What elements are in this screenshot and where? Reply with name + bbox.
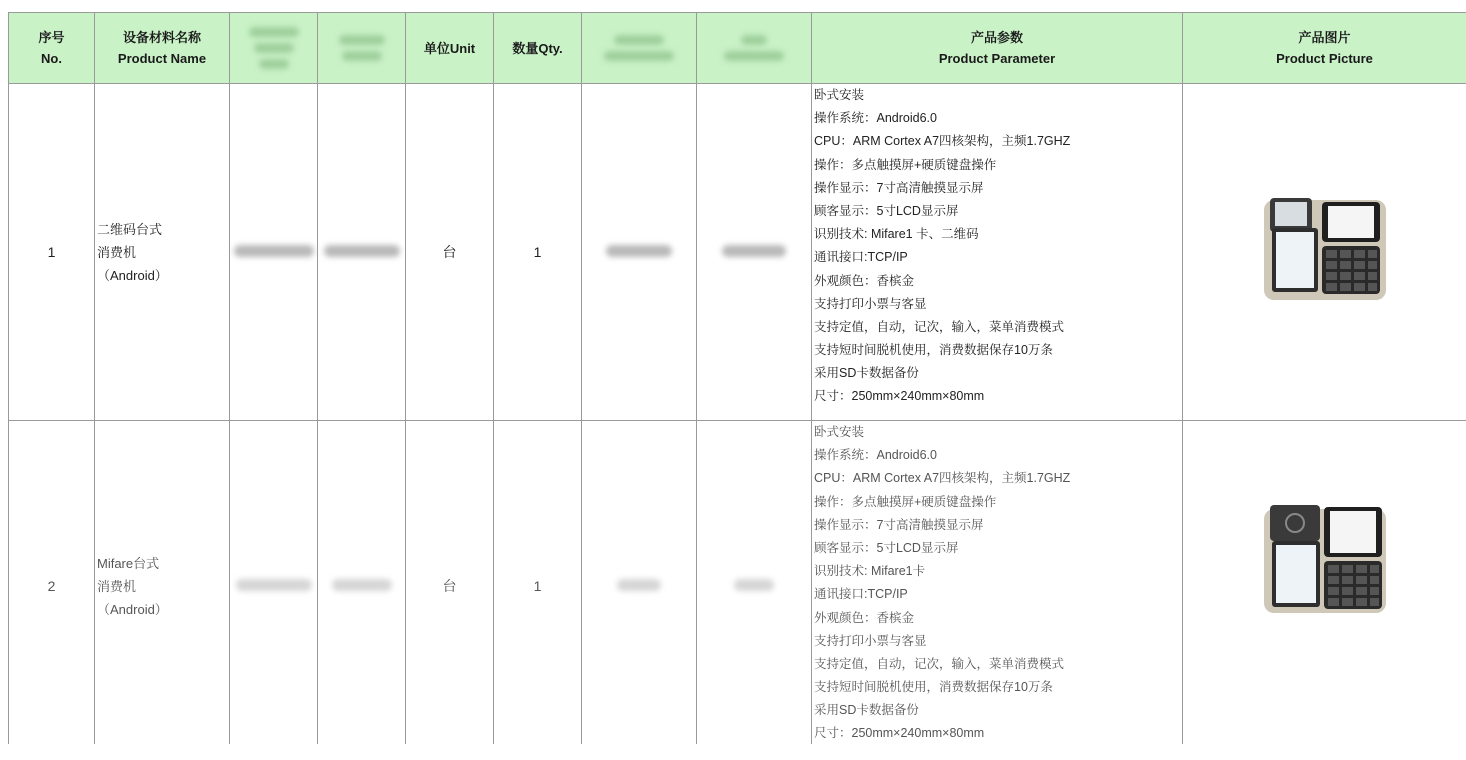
redacted-cell <box>318 421 406 745</box>
redacted-cell <box>230 84 318 421</box>
header-product-parameter: 产品参数 Product Parameter <box>812 13 1183 84</box>
product-parameters: 卧式安装 操作系统：Android6.0 CPU：ARM Cortex A7四核架构，主频1.7GHZ 操作：多点触摸屏+硬质键盘操作 操作显示：7寸高清触摸显示屏 顾客显示：5寸LCD显示屏 识别技术: Mifare1卡 通讯接口:TCP/IP 外观颜色：香槟金 支持打印小票与客显 支持定值，自动，记次，输入，菜单消费模式 支持短时间脱机使用，消费数据保存10万条 采用SD卡数据备份 尺寸：250mm×240mm×80mm <box>812 421 1183 745</box>
product-picture <box>1183 421 1466 745</box>
row-number: 1 <box>9 84 95 421</box>
table-row <box>9 84 1466 421</box>
redacted-cell <box>697 421 812 745</box>
header-redacted-1 <box>230 13 318 84</box>
header-qty: 数量Qty. <box>494 13 582 84</box>
unit-cell: 台 <box>406 84 494 421</box>
redacted-cell <box>697 84 812 421</box>
header-product-name: 设备材料名称 Product Name <box>95 13 230 84</box>
table-row <box>9 421 1466 745</box>
payment-terminal-image <box>1260 501 1390 621</box>
unit-cell: 台 <box>406 421 494 745</box>
product-table-sheet <box>8 12 1466 744</box>
product-parameters: 卧式安装 操作系统：Android6.0 CPU：ARM Cortex A7四核架构，主频1.7GHZ 操作：多点触摸屏+硬质键盘操作 操作显示：7寸高清触摸显示屏 顾客显示：5寸LCD显示屏 识别技术: Mifare1 卡、二维码 通讯接口:TCP/IP 外观颜色：香槟金 支持打印小票与客显 支持定值，自动，记次，输入，菜单消费模式 支持短时间脱机使用，消费数据保存10万条 采用SD卡数据备份 尺寸：250mm×240mm×80mm <box>812 84 1183 421</box>
product-name: 二维码台式 消费机 （Android） <box>95 84 230 421</box>
redacted-cell <box>582 84 697 421</box>
product-table <box>8 12 1466 744</box>
qty-cell: 1 <box>494 421 582 745</box>
redacted-cell <box>318 84 406 421</box>
product-picture <box>1183 84 1466 421</box>
qty-cell: 1 <box>494 84 582 421</box>
product-name: Mifare台式 消费机 （Android） <box>95 421 230 745</box>
redacted-cell <box>230 421 318 745</box>
header-row <box>9 13 1466 84</box>
redacted-cell <box>582 421 697 745</box>
row-number: 2 <box>9 421 95 745</box>
header-redacted-2 <box>318 13 406 84</box>
header-no: 序号 No. <box>9 13 95 84</box>
header-redacted-4 <box>697 13 812 84</box>
header-redacted-3 <box>582 13 697 84</box>
header-unit: 单位Unit <box>406 13 494 84</box>
payment-terminal-image <box>1260 194 1390 306</box>
header-product-picture: 产品图片 Product Picture <box>1183 13 1466 84</box>
